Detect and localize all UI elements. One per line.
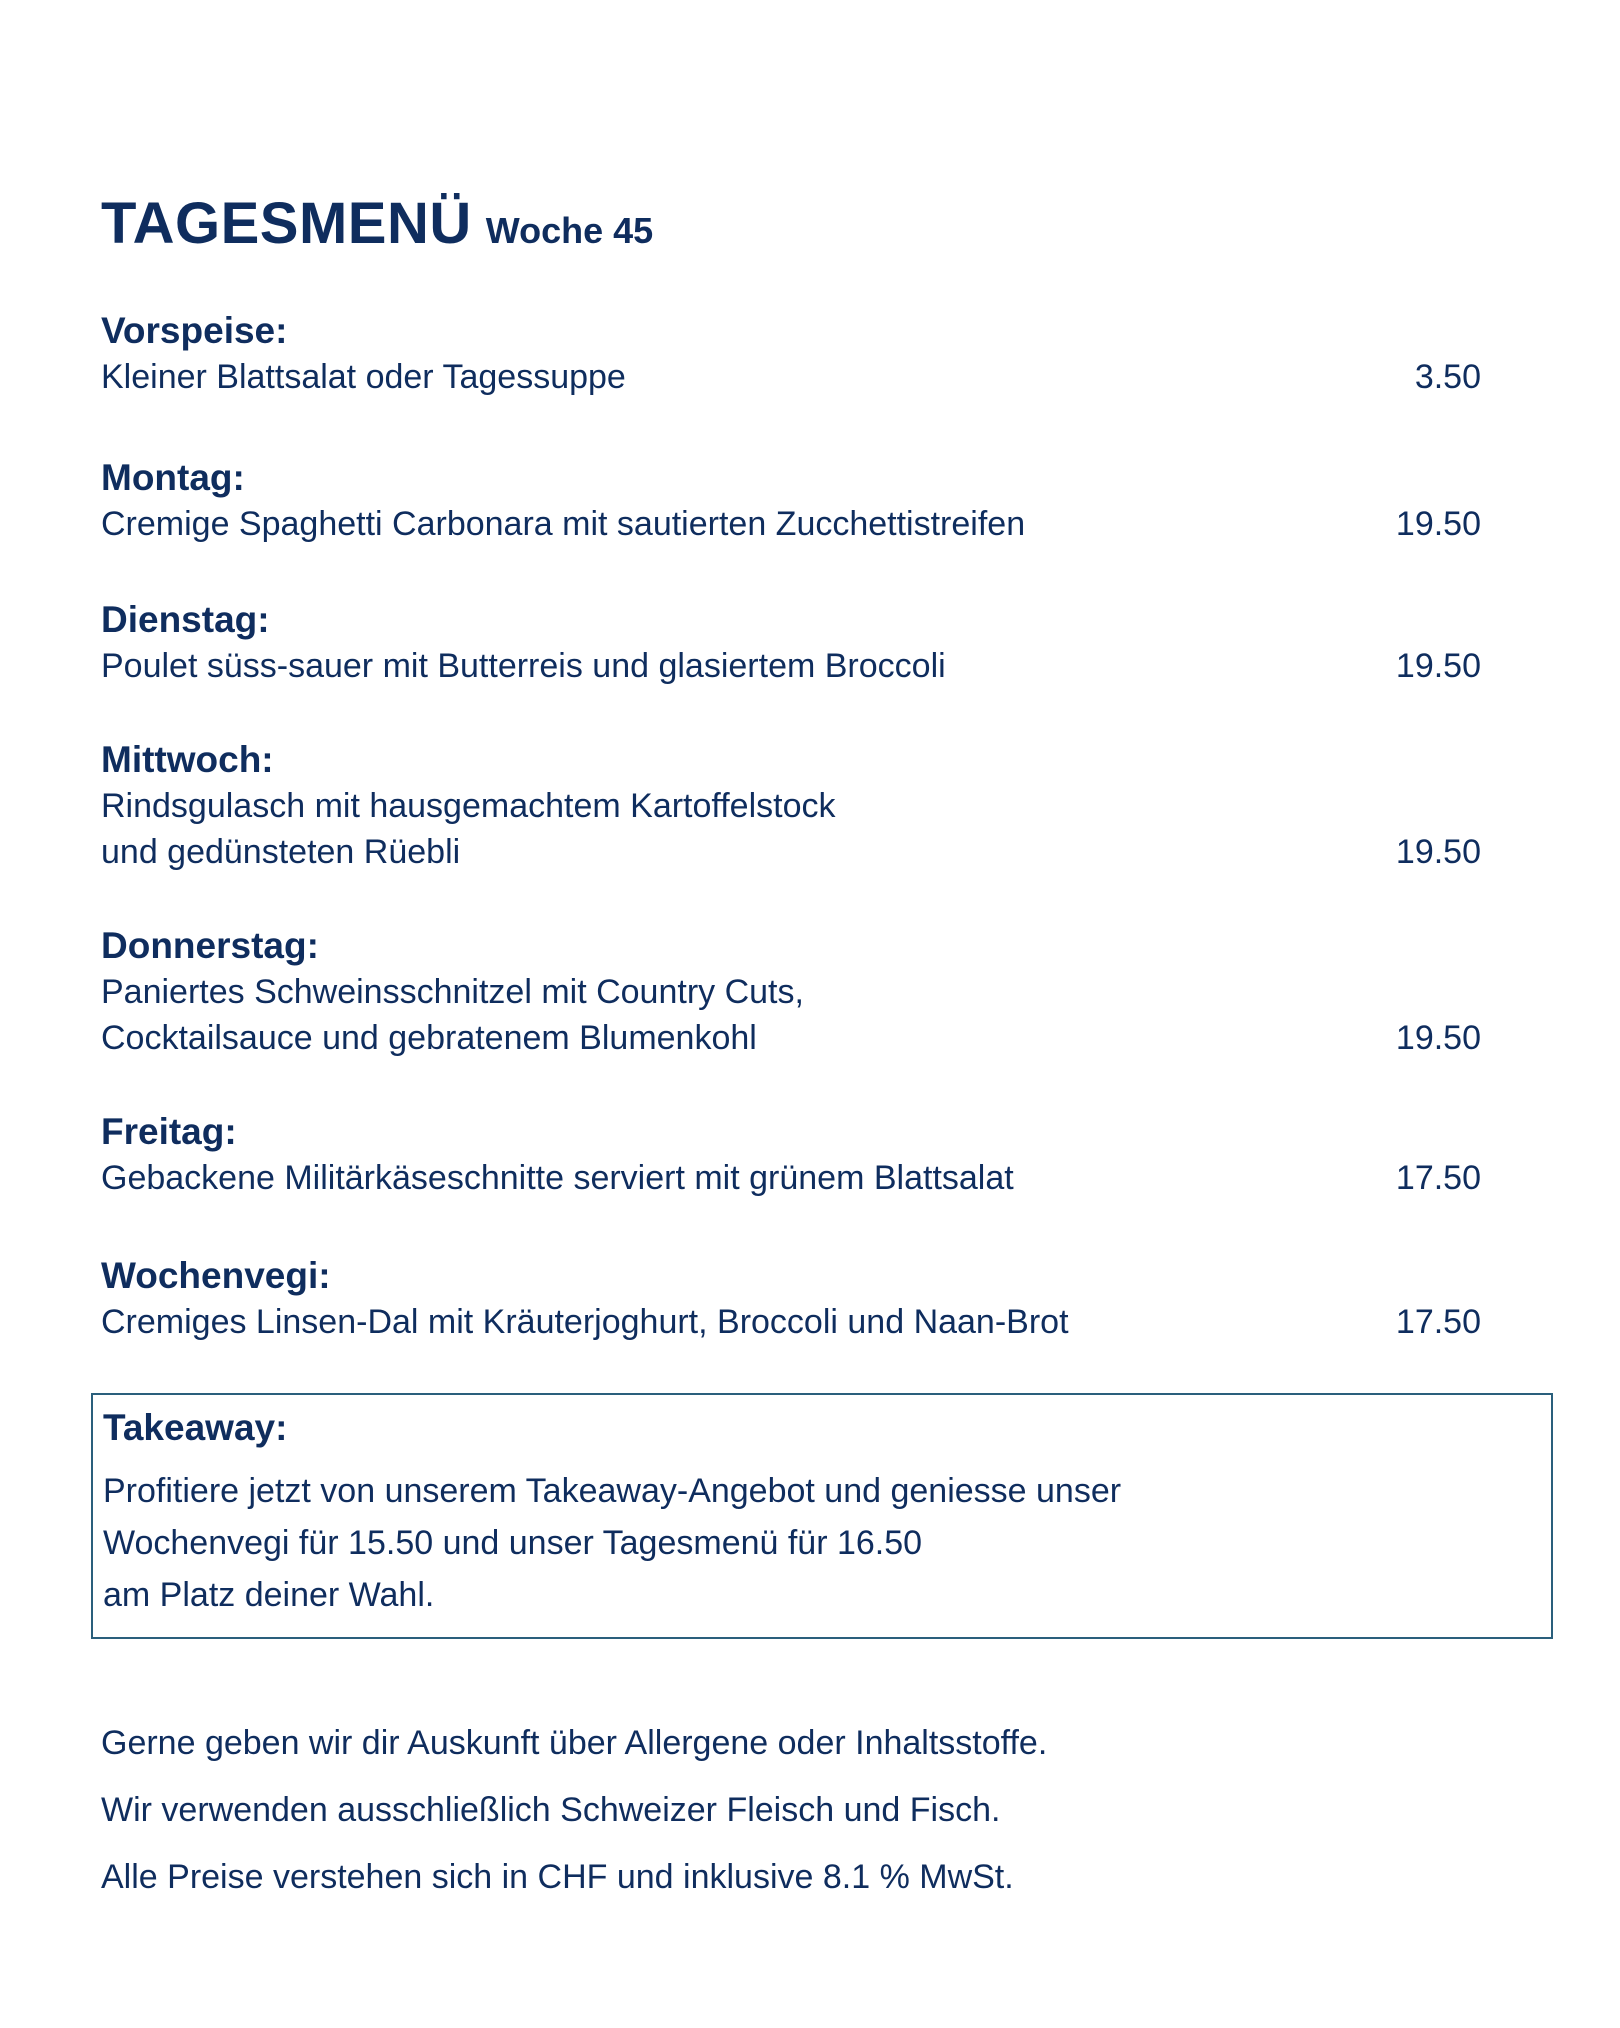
dish-description: Cremiges Linsen-Dal mit Kräuterjoghurt, Broccoli und Naan-Brot (101, 1303, 1069, 1341)
dish-row (101, 783, 1481, 875)
allergen-note: Gerne geben wir dir Auskunft über Allergene oder Inhaltsstoffe. (101, 1724, 1048, 1762)
price-note: Alle Preise verstehen sich in CHF und inklusive 8.1 % MwSt. (101, 1858, 1014, 1896)
dish-description: Cremige Spaghetti Carbonara mit sautierten Zucchettistreifen (101, 505, 1026, 543)
meat-origin-note: Wir verwenden ausschließlich Schweizer Fleisch und Fisch. (101, 1791, 1001, 1829)
takeaway-text (103, 1465, 1523, 1621)
dish-price: 17.50 (1395, 1303, 1481, 1341)
dish-row (101, 501, 1481, 547)
menu-section-mittwoch (101, 737, 1481, 875)
dish-description: Cocktailsauce und gebratenem Blumenkohl (101, 1019, 757, 1057)
menu-section-montag (101, 455, 1481, 547)
dish-description: und gedünsteten Rüebli (101, 833, 461, 871)
dish-price: 17.50 (1395, 1159, 1481, 1197)
section-label: Freitag: (101, 1111, 237, 1152)
takeaway-line: am Platz deiner Wahl. (103, 1576, 435, 1614)
dish-price: 19.50 (1395, 833, 1481, 871)
takeaway-title: Takeaway: (103, 1407, 288, 1448)
section-label: Vorspeise: (101, 310, 288, 351)
dish-description: Poulet süss-sauer mit Butterreis und glasiertem Broccoli (101, 647, 946, 685)
dish-price: 19.50 (1395, 647, 1481, 685)
menu-section-vorspeise (101, 308, 1481, 400)
takeaway-box (91, 1393, 1553, 1639)
week-label: Woche 45 (485, 210, 654, 251)
dish-price: 3.50 (1414, 358, 1481, 396)
dish-description: Kleiner Blattsalat oder Tagessuppe (101, 358, 626, 396)
menu-section-dienstag (101, 597, 1481, 689)
dish-description: Gebackene Militärkäseschnitte serviert mit grünem Blattsalat (101, 1159, 1014, 1197)
section-label: Mittwoch: (101, 739, 274, 780)
dish-row (101, 1299, 1481, 1345)
menu-section-freitag (101, 1109, 1481, 1201)
dish-row (101, 643, 1481, 689)
menu-title: TAGESMENÜ (101, 191, 472, 256)
takeaway-line: Profitiere jetzt von unserem Takeaway-Angebot und geniesse unser (103, 1472, 1122, 1510)
section-label: Dienstag: (101, 599, 270, 640)
menu-section-donnerstag (101, 923, 1481, 1061)
section-label: Donnerstag: (101, 925, 319, 966)
section-label: Montag: (101, 457, 245, 498)
dish-row (101, 969, 1481, 1061)
dish-description: Rindsgulasch mit hausgemachtem Kartoffelstock (101, 787, 836, 825)
dish-price: 19.50 (1395, 505, 1481, 543)
dish-row (101, 354, 1481, 400)
menu-section-wochenvegi (101, 1253, 1481, 1345)
footer-notes (101, 1710, 1501, 1911)
page-title (101, 190, 653, 257)
dish-description: Paniertes Schweinsschnitzel mit Country Cuts, (101, 973, 804, 1011)
dish-row (101, 1155, 1481, 1201)
takeaway-line: Wochenvegi für 15.50 und unser Tagesmenü für 16.50 (103, 1524, 923, 1562)
dish-price: 19.50 (1395, 1019, 1481, 1057)
section-label: Wochenvegi: (101, 1255, 331, 1296)
